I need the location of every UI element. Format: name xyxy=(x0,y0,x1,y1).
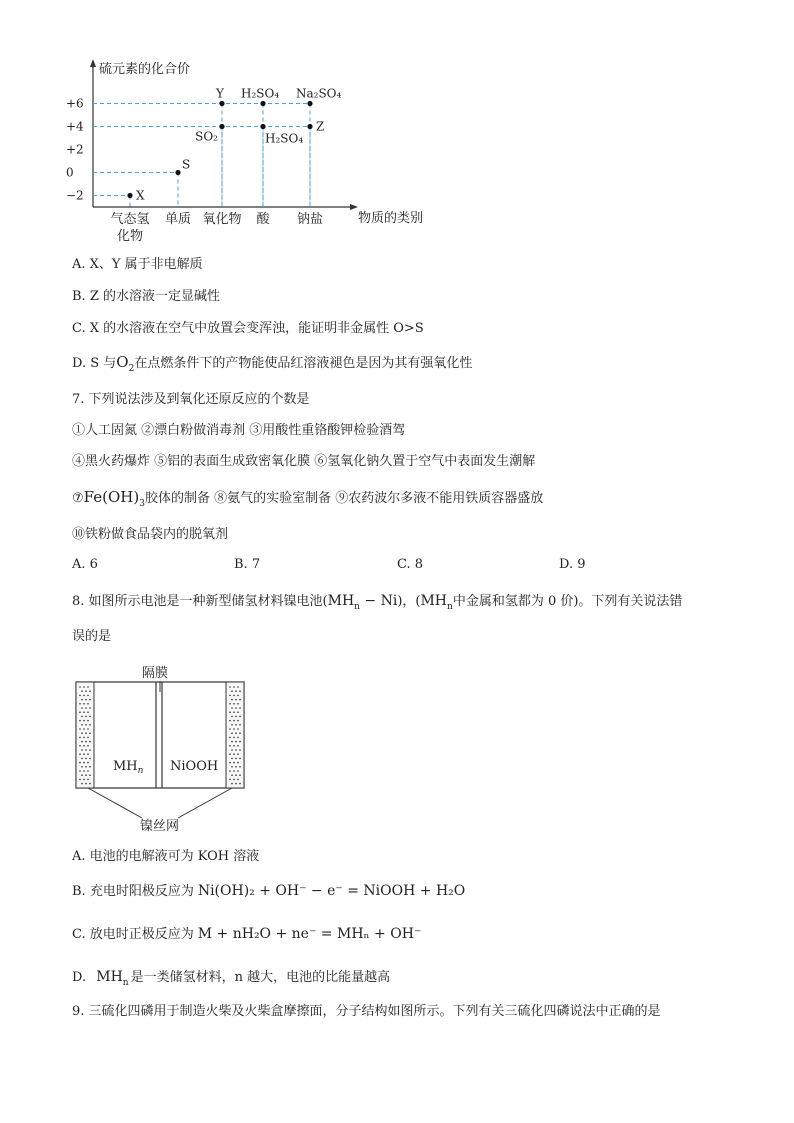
mesh-dot xyxy=(87,720,89,722)
mesh-dot xyxy=(239,724,241,726)
mesh-dot xyxy=(87,728,89,730)
mesh-dot xyxy=(79,720,81,722)
mesh-dot xyxy=(229,686,231,688)
mesh-dot xyxy=(235,783,237,785)
q7-items-1: ①人工固氮 ②漂白粉做消毒剂 ③用酸性重铬酸钾检验酒驾 xyxy=(72,423,406,438)
mesh-dot xyxy=(81,758,83,760)
mesh-dot xyxy=(79,779,81,781)
q8-option-b-pre: B. 充电时阳极反应为 xyxy=(72,884,194,899)
data-point xyxy=(127,193,132,198)
data-point xyxy=(219,101,224,106)
mesh-label: 镍丝网 xyxy=(140,819,180,834)
mesh-dot xyxy=(235,741,237,743)
mesh-dot xyxy=(239,749,241,751)
mesh-dot xyxy=(81,716,83,718)
mesh-dot xyxy=(237,728,239,730)
q6-option-d-formula: $O_2$ xyxy=(116,353,135,374)
mesh-dot xyxy=(239,690,241,692)
q8-formula-mhn: $MH_n$ xyxy=(420,593,453,612)
mesh-dot xyxy=(229,770,231,772)
data-point-label: Na₂SO₄ xyxy=(296,86,342,101)
q6-option-d-post: 在点燃条件下的产物能使品红溶液褪色是因为其有强氧化性 xyxy=(134,356,473,371)
data-point-label: H₂SO₄ xyxy=(265,131,304,146)
y-axis-arrow xyxy=(90,59,96,67)
y-tick-label: +4 xyxy=(66,119,84,134)
mesh-dot xyxy=(85,690,87,692)
data-point xyxy=(307,101,312,106)
data-point xyxy=(175,170,180,175)
mesh-dot xyxy=(231,783,233,785)
mesh-dot xyxy=(89,716,91,718)
q7-fe-oh3-formula: $Fe(OH)_3$ xyxy=(83,488,145,509)
mesh-dot xyxy=(79,728,81,730)
mesh-dot xyxy=(89,690,91,692)
mesh-dot xyxy=(83,770,85,772)
mesh-dot xyxy=(85,741,87,743)
mesh-dot xyxy=(85,749,87,751)
q8-option-b xyxy=(72,882,465,901)
data-point xyxy=(307,124,312,129)
mesh-dot xyxy=(231,749,233,751)
mesh-dot xyxy=(81,766,83,768)
mesh-dot xyxy=(79,686,81,688)
x-axis-arrow xyxy=(350,204,358,210)
data-point xyxy=(260,124,265,129)
x-category-label: 钠盐 xyxy=(296,212,324,227)
mesh-dot xyxy=(79,745,81,747)
separator-label: 隔膜 xyxy=(142,666,169,681)
mesh-dot xyxy=(229,753,231,755)
q6-option-b: B. Z 的水溶液一定显碱性 xyxy=(72,289,220,304)
q6-option-d xyxy=(72,353,472,373)
mesh-dot xyxy=(87,686,89,688)
data-point-label: S xyxy=(182,157,191,172)
mesh-dot xyxy=(89,758,91,760)
q7-option-c: C. 8 xyxy=(397,557,424,572)
mesh-dot xyxy=(89,724,91,726)
x-category-label: 化物 xyxy=(116,229,144,244)
mesh-dot xyxy=(79,737,81,739)
mesh-dot xyxy=(229,703,231,705)
mesh-dot xyxy=(83,711,85,713)
mesh-dot xyxy=(81,732,83,734)
mesh-dot xyxy=(87,695,89,697)
mesh-dot xyxy=(229,762,231,764)
valence-chart-svg xyxy=(60,55,460,255)
mesh-dot xyxy=(235,724,237,726)
y-tick-label: −2 xyxy=(66,188,84,203)
mesh-dot xyxy=(87,762,89,764)
mesh-dot xyxy=(79,711,81,713)
mesh-dot xyxy=(235,690,237,692)
battery-outline xyxy=(76,682,244,788)
mesh-dot xyxy=(79,695,81,697)
data-point-label: Z xyxy=(316,119,325,134)
x-category-label: 氧化物 xyxy=(202,212,242,227)
mesh-dot xyxy=(239,774,241,776)
data-point-label: X xyxy=(136,188,145,203)
mesh-dot xyxy=(239,716,241,718)
mesh-dot xyxy=(89,732,91,734)
mesh-dot xyxy=(81,699,83,701)
mesh-dot xyxy=(233,720,235,722)
mesh-dot xyxy=(233,695,235,697)
right-nickel-mesh xyxy=(226,682,244,788)
mesh-dot xyxy=(83,686,85,688)
mesh-dot xyxy=(237,737,239,739)
q6-option-d-pre: D. S 与 xyxy=(72,356,117,371)
q6-option-c: C. X 的水溶液在空气中放置会变浑浊，能证明非金属性 O>S xyxy=(72,321,424,336)
mesh-dot xyxy=(233,762,235,764)
q8-option-a: A. 电池的电解液可为 KOH 溶液 xyxy=(72,849,260,864)
mesh-dot xyxy=(83,762,85,764)
q9-stem: 9. 三硫化四磷用于制造火柴及火柴盒摩擦面，分子结构如图所示。下列有关三硫化四磷说法中正确的是 xyxy=(72,1004,661,1019)
mesh-dot xyxy=(89,749,91,751)
battery-diagram xyxy=(60,658,260,834)
mesh-dot xyxy=(89,783,91,785)
mesh-dot xyxy=(85,766,87,768)
y-axis-title: 硫元素的化合价 xyxy=(99,62,191,77)
mesh-dot xyxy=(83,737,85,739)
mesh-dot xyxy=(83,779,85,781)
q7-items-3-post: 胶体的制备 ⑧氨气的实验室制备 ⑨农药波尔多液不能用铁质容器盛放 xyxy=(144,491,544,506)
y-tick-label: +2 xyxy=(66,142,84,157)
mesh-dot xyxy=(229,720,231,722)
mesh-dot xyxy=(235,749,237,751)
q7-items-2: ④黑火药爆炸 ⑤铝的表面生成致密氧化膜 ⑥氢氧化钠久置于空气中表面发生潮解 xyxy=(72,454,536,469)
q8-option-d xyxy=(72,968,390,987)
mesh-dot xyxy=(83,728,85,730)
mesh-dot xyxy=(239,783,241,785)
mesh-dot xyxy=(89,741,91,743)
mesh-dot xyxy=(79,703,81,705)
q7-option-b: B. 7 xyxy=(234,557,261,572)
q7-item-7-mark: ⑦ xyxy=(72,491,84,506)
q7-items-3 xyxy=(72,488,543,508)
q8-stem-post: 中金属和氢都为 0 价)。下列有关说法错 xyxy=(452,594,683,609)
mesh-dot xyxy=(85,724,87,726)
q7-items-4: ⑩铁粉做食品袋内的脱氧剂 xyxy=(72,527,229,542)
mesh-dot xyxy=(239,699,241,701)
mesh-dot xyxy=(83,720,85,722)
y-tick-label: +6 xyxy=(66,96,84,111)
mesh-dot xyxy=(235,699,237,701)
x-axis-title: 物质的类别 xyxy=(358,211,424,226)
mesh-dot xyxy=(237,686,239,688)
left-nickel-mesh xyxy=(76,682,94,788)
mesh-dot xyxy=(85,774,87,776)
mesh-dot xyxy=(233,711,235,713)
mesh-leader-left xyxy=(88,788,142,818)
mesh-dot xyxy=(231,732,233,734)
mesh-dot xyxy=(231,724,233,726)
mesh-dot xyxy=(233,686,235,688)
mesh-dot xyxy=(231,766,233,768)
mesh-dot xyxy=(233,745,235,747)
q7-option-d: D. 9 xyxy=(559,557,586,572)
data-point-label: SO₂ xyxy=(195,129,218,144)
mesh-dot xyxy=(85,716,87,718)
mesh-dot xyxy=(89,699,91,701)
q8-stem xyxy=(72,592,682,611)
mesh-dot xyxy=(85,732,87,734)
q8-option-c xyxy=(72,925,421,944)
q8-option-c-pre: C. 放电时正极反应为 xyxy=(72,927,194,942)
mesh-dot xyxy=(235,732,237,734)
mesh-dot xyxy=(83,703,85,705)
mesh-dot xyxy=(231,699,233,701)
mesh-dot xyxy=(237,770,239,772)
mesh-dot xyxy=(229,737,231,739)
mesh-dot xyxy=(87,753,89,755)
mesh-dot xyxy=(79,762,81,764)
data-point-label: Y xyxy=(216,86,224,101)
q8-stem-line-2: 误的是 xyxy=(72,629,112,644)
mesh-dot xyxy=(87,770,89,772)
q6-option-a: A. X、Y 属于非电解质 xyxy=(72,257,203,272)
x-category-label: 气态氢 xyxy=(110,212,150,227)
mesh-dot xyxy=(81,749,83,751)
x-category-label: 单质 xyxy=(164,212,192,227)
mesh-dot xyxy=(83,695,85,697)
mesh-dot xyxy=(239,766,241,768)
mesh-dot xyxy=(235,716,237,718)
mesh-dot xyxy=(81,690,83,692)
mesh-dot xyxy=(79,770,81,772)
cathode-label: NiOOH xyxy=(170,759,219,774)
anode-label: $MH_n$ xyxy=(113,759,144,776)
data-point-label: H₂SO₄ xyxy=(241,86,280,101)
q8-option-d-formula: $MH_n$ xyxy=(96,969,129,988)
mesh-dot xyxy=(81,783,83,785)
mesh-dot xyxy=(237,711,239,713)
mesh-dot xyxy=(237,695,239,697)
mesh-dot xyxy=(89,766,91,768)
valence-chart xyxy=(60,55,460,255)
mesh-dot xyxy=(87,745,89,747)
mesh-dot xyxy=(237,779,239,781)
mesh-dot xyxy=(233,703,235,705)
mesh-dot xyxy=(89,707,91,709)
mesh-dot xyxy=(87,737,89,739)
mesh-dot xyxy=(231,690,233,692)
mesh-dot xyxy=(87,779,89,781)
q8-option-d-post: 是一类储氢材料，n 越大，电池的比能量越高 xyxy=(130,970,391,985)
mesh-dot xyxy=(233,753,235,755)
mesh-dot xyxy=(233,779,235,781)
mesh-dot xyxy=(237,745,239,747)
mesh-dot xyxy=(85,783,87,785)
mesh-dot xyxy=(235,774,237,776)
mesh-dot xyxy=(237,762,239,764)
mesh-dot xyxy=(229,695,231,697)
mesh-leader-right xyxy=(178,788,232,818)
mesh-dot xyxy=(229,711,231,713)
q7-option-a: A. 6 xyxy=(72,557,98,572)
mesh-dot xyxy=(233,737,235,739)
data-point xyxy=(219,124,224,129)
q7-stem: 7. 下列说法涉及到氧化还原反应的个数是 xyxy=(72,392,310,407)
mesh-dot xyxy=(239,707,241,709)
mesh-dot xyxy=(231,774,233,776)
mesh-dot xyxy=(87,711,89,713)
q8-option-b-equation: Ni(OH)₂ + OH⁻ − e⁻ = NiOOH + H₂O xyxy=(197,883,466,899)
mesh-dot xyxy=(235,766,237,768)
mesh-dot xyxy=(85,699,87,701)
mesh-dot xyxy=(239,758,241,760)
mesh-dot xyxy=(235,758,237,760)
mesh-dot xyxy=(81,724,83,726)
mesh-dot xyxy=(235,707,237,709)
data-point xyxy=(260,101,265,106)
q8-stem-pre: 8. 如图所示电池是一种新型储氢材料镍电池( xyxy=(72,594,328,609)
mesh-dot xyxy=(81,741,83,743)
mesh-dot xyxy=(239,741,241,743)
mesh-dot xyxy=(87,703,89,705)
q8-stem-mid: )，( xyxy=(397,594,421,609)
mesh-dot xyxy=(85,707,87,709)
mesh-dot xyxy=(231,716,233,718)
mesh-dot xyxy=(233,770,235,772)
mesh-dot xyxy=(83,745,85,747)
mesh-dot xyxy=(229,779,231,781)
mesh-dot xyxy=(229,745,231,747)
mesh-dot xyxy=(231,707,233,709)
mesh-dot xyxy=(233,728,235,730)
mesh-dot xyxy=(79,753,81,755)
mesh-dot xyxy=(231,758,233,760)
x-category-label: 酸 xyxy=(256,212,270,227)
mesh-dot xyxy=(83,753,85,755)
mesh-dot xyxy=(89,774,91,776)
mesh-dot xyxy=(237,720,239,722)
q8-option-d-pre: D. xyxy=(72,970,91,985)
mesh-dot xyxy=(81,774,83,776)
mesh-dot xyxy=(81,707,83,709)
battery-diagram-svg xyxy=(60,658,260,834)
q8-formula-mhn-ni: $MH_n - Ni$ xyxy=(327,593,398,612)
mesh-dot xyxy=(85,758,87,760)
mesh-dot xyxy=(237,753,239,755)
q8-option-c-equation: M + nH₂O + ne⁻ = MHₙ + OH⁻ xyxy=(197,926,422,942)
mesh-dot xyxy=(239,732,241,734)
mesh-dot xyxy=(237,703,239,705)
y-tick-label: 0 xyxy=(66,165,74,180)
mesh-dot xyxy=(229,728,231,730)
mesh-dot xyxy=(231,741,233,743)
